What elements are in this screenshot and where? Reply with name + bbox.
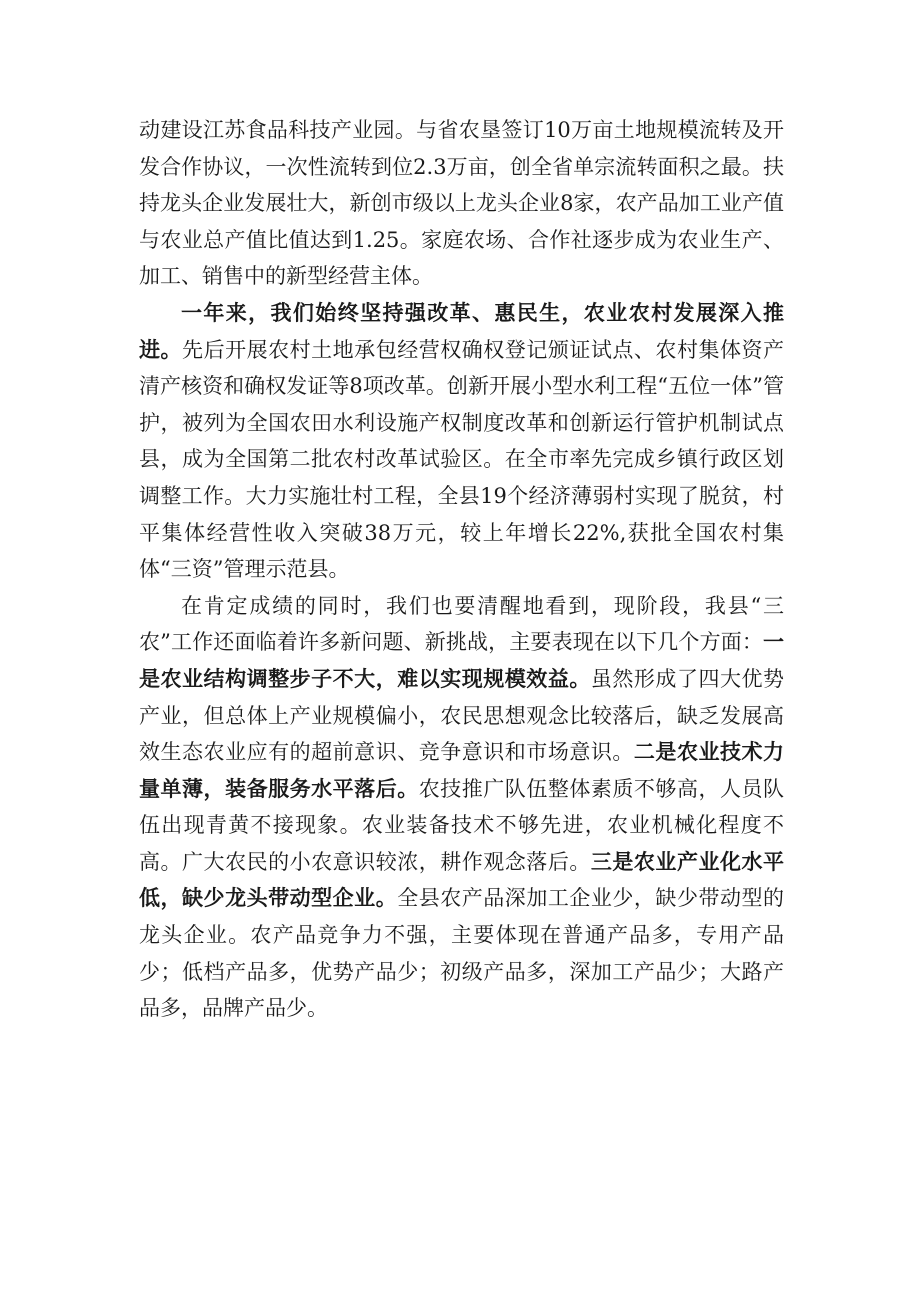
point-2-heading: 二是农业技术力量单薄，装备服务水平落后。 bbox=[139, 740, 785, 801]
point-2-text: 农技推广队伍整体素质不够高，人员队伍出现青黄不接现象。农业装备技术不够先进，农业机械化程度不高。广大农民的小农意识较浓，耕作观念落后。 bbox=[139, 776, 785, 874]
paragraph-2-heading: 一年来，我们始终坚持强改革、惠民生，农业农村发展深入推进。 bbox=[139, 300, 784, 362]
paragraph-3 bbox=[139, 588, 784, 1027]
point-3-text: 全县农产品深加工企业少，缺少带动型的龙头企业。农产品竞争力不强，主要体现在普通产品多，专用产品少；低档产品多，优势产品少；初级产品多，深加工产品少；大路产品多，品牌产品少。 bbox=[139, 886, 785, 1021]
point-1-heading: 一是农业结构调整步子不大，难以实现规模效益。 bbox=[139, 630, 784, 691]
point-3-heading: 三是农业产业化水平低，缺少龙头带动型企业。 bbox=[139, 849, 785, 911]
paragraph-1-text: 动建设江苏食品科技产业园。与省农垦签订10万亩土地规模流转及开发合作协议，一次性流转到位2.3万亩，创全省单宗流转面积之最。扶持龙头企业发展壮大，新创市级以上龙头企业8家，农产品加工业产值与农业总产值比值达到1.25。家庭农场、合作社逐步成为农业生产、加工、销售中的新型经营主体。 bbox=[139, 118, 784, 289]
point-1-text: 虽然形成了四大优势产业，但总体上产业规模偏小，农民思想观念比较落后，缺乏发展高效生态农业应有的超前意识、竞争意识和市场意识。 bbox=[139, 666, 785, 765]
paragraph-2 bbox=[139, 295, 784, 588]
paragraph-3-intro: 在肯定成绩的同时，我们也要清醒地看到，现阶段，我县“三农”工作还面临着许多新问题、新挑战，主要表现在以下几个方面： bbox=[139, 593, 784, 655]
document-body bbox=[139, 112, 784, 1027]
paragraph-2-text: 先后开展农村土地承包经营权确权登记颁证试点、农村集体资产清产核资和确权发证等8项改革。创新开展小型水利工程“五位一体”管护，被列为全国农田水利设施产权制度改革和创新运行管护机制试点县，成为全国第二批农村改革试验区。在全市率先完成乡镇行政区划调整工作。大力实施壮村工程，全县19个经济薄弱村实现了脱贫，村平集体经营性收入突破38万元，较上年增长22%,获批全国农村集体“三资”管理示范县。 bbox=[139, 337, 785, 582]
paragraph-1 bbox=[139, 112, 784, 295]
